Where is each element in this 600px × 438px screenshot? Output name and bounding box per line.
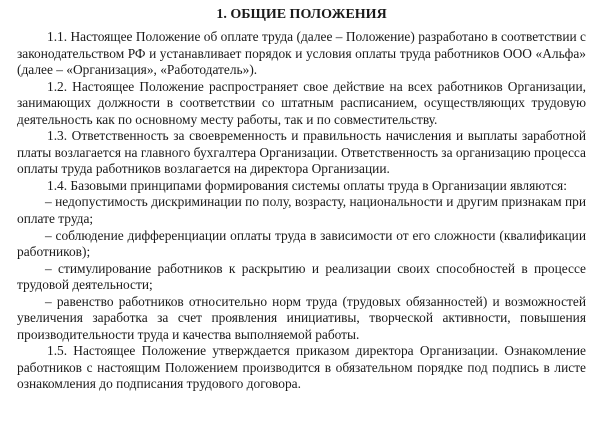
list-item: – равенство работников относительно норм труда (трудовых обязанностей) и возможностей увеличения заработка за счет проявления инициативы, творческой активности, повышения производительности труда и качества выполняемой работы. [17, 293, 586, 342]
paragraph-1-5: 1.5. Настоящее Положение утверждается приказом директора Организации. Ознакомление работников с настоящим Положением производится в обязательном порядке под подпись в листе ознакомления до подписания трудового договора. [17, 343, 586, 392]
paragraph-1-2: 1.2. Настоящее Положение распространяет свое действие на всех работников Организации, занимающих должности в соответствии со штатным расписанием, осуществляющих трудовую деятельность как по основному месту работы, так и по совместительству. [17, 78, 586, 127]
paragraph-1-4: 1.4. Базовыми принципами формирования системы оплаты труда в Организации являются: [47, 177, 567, 193]
paragraph-1-3: 1.3. Ответственность за своевременность и правильность начисления и выплаты заработной платы возлагается на главного бухгалтера Организации. Ответственность за организацию процесса оплаты труда работников возлагается на директора Организации. [17, 128, 586, 177]
section-title: 1. ОБЩИЕ ПОЛОЖЕНИЯ [216, 7, 387, 22]
paragraph-1-1: 1.1. Настоящее Положение об оплате труда (далее – Положение) разработано в соответствии с законодательством РФ и устанавливает порядок и условия оплаты труда работников ООО «Альфа» (далее – «Организация», «Работодатель»). [17, 29, 586, 78]
list-item: – соблюдение дифференциации оплаты труда в зависимости от его сложности (квалификации работников); [17, 227, 586, 260]
list-item: – недопустимость дискриминации по полу, возрасту, национальности и другим признакам при оплате труда; [17, 194, 586, 227]
list-item: – стимулирование работников к раскрытию и реализации своих способностей в процессе трудовой деятельности; [17, 260, 586, 293]
